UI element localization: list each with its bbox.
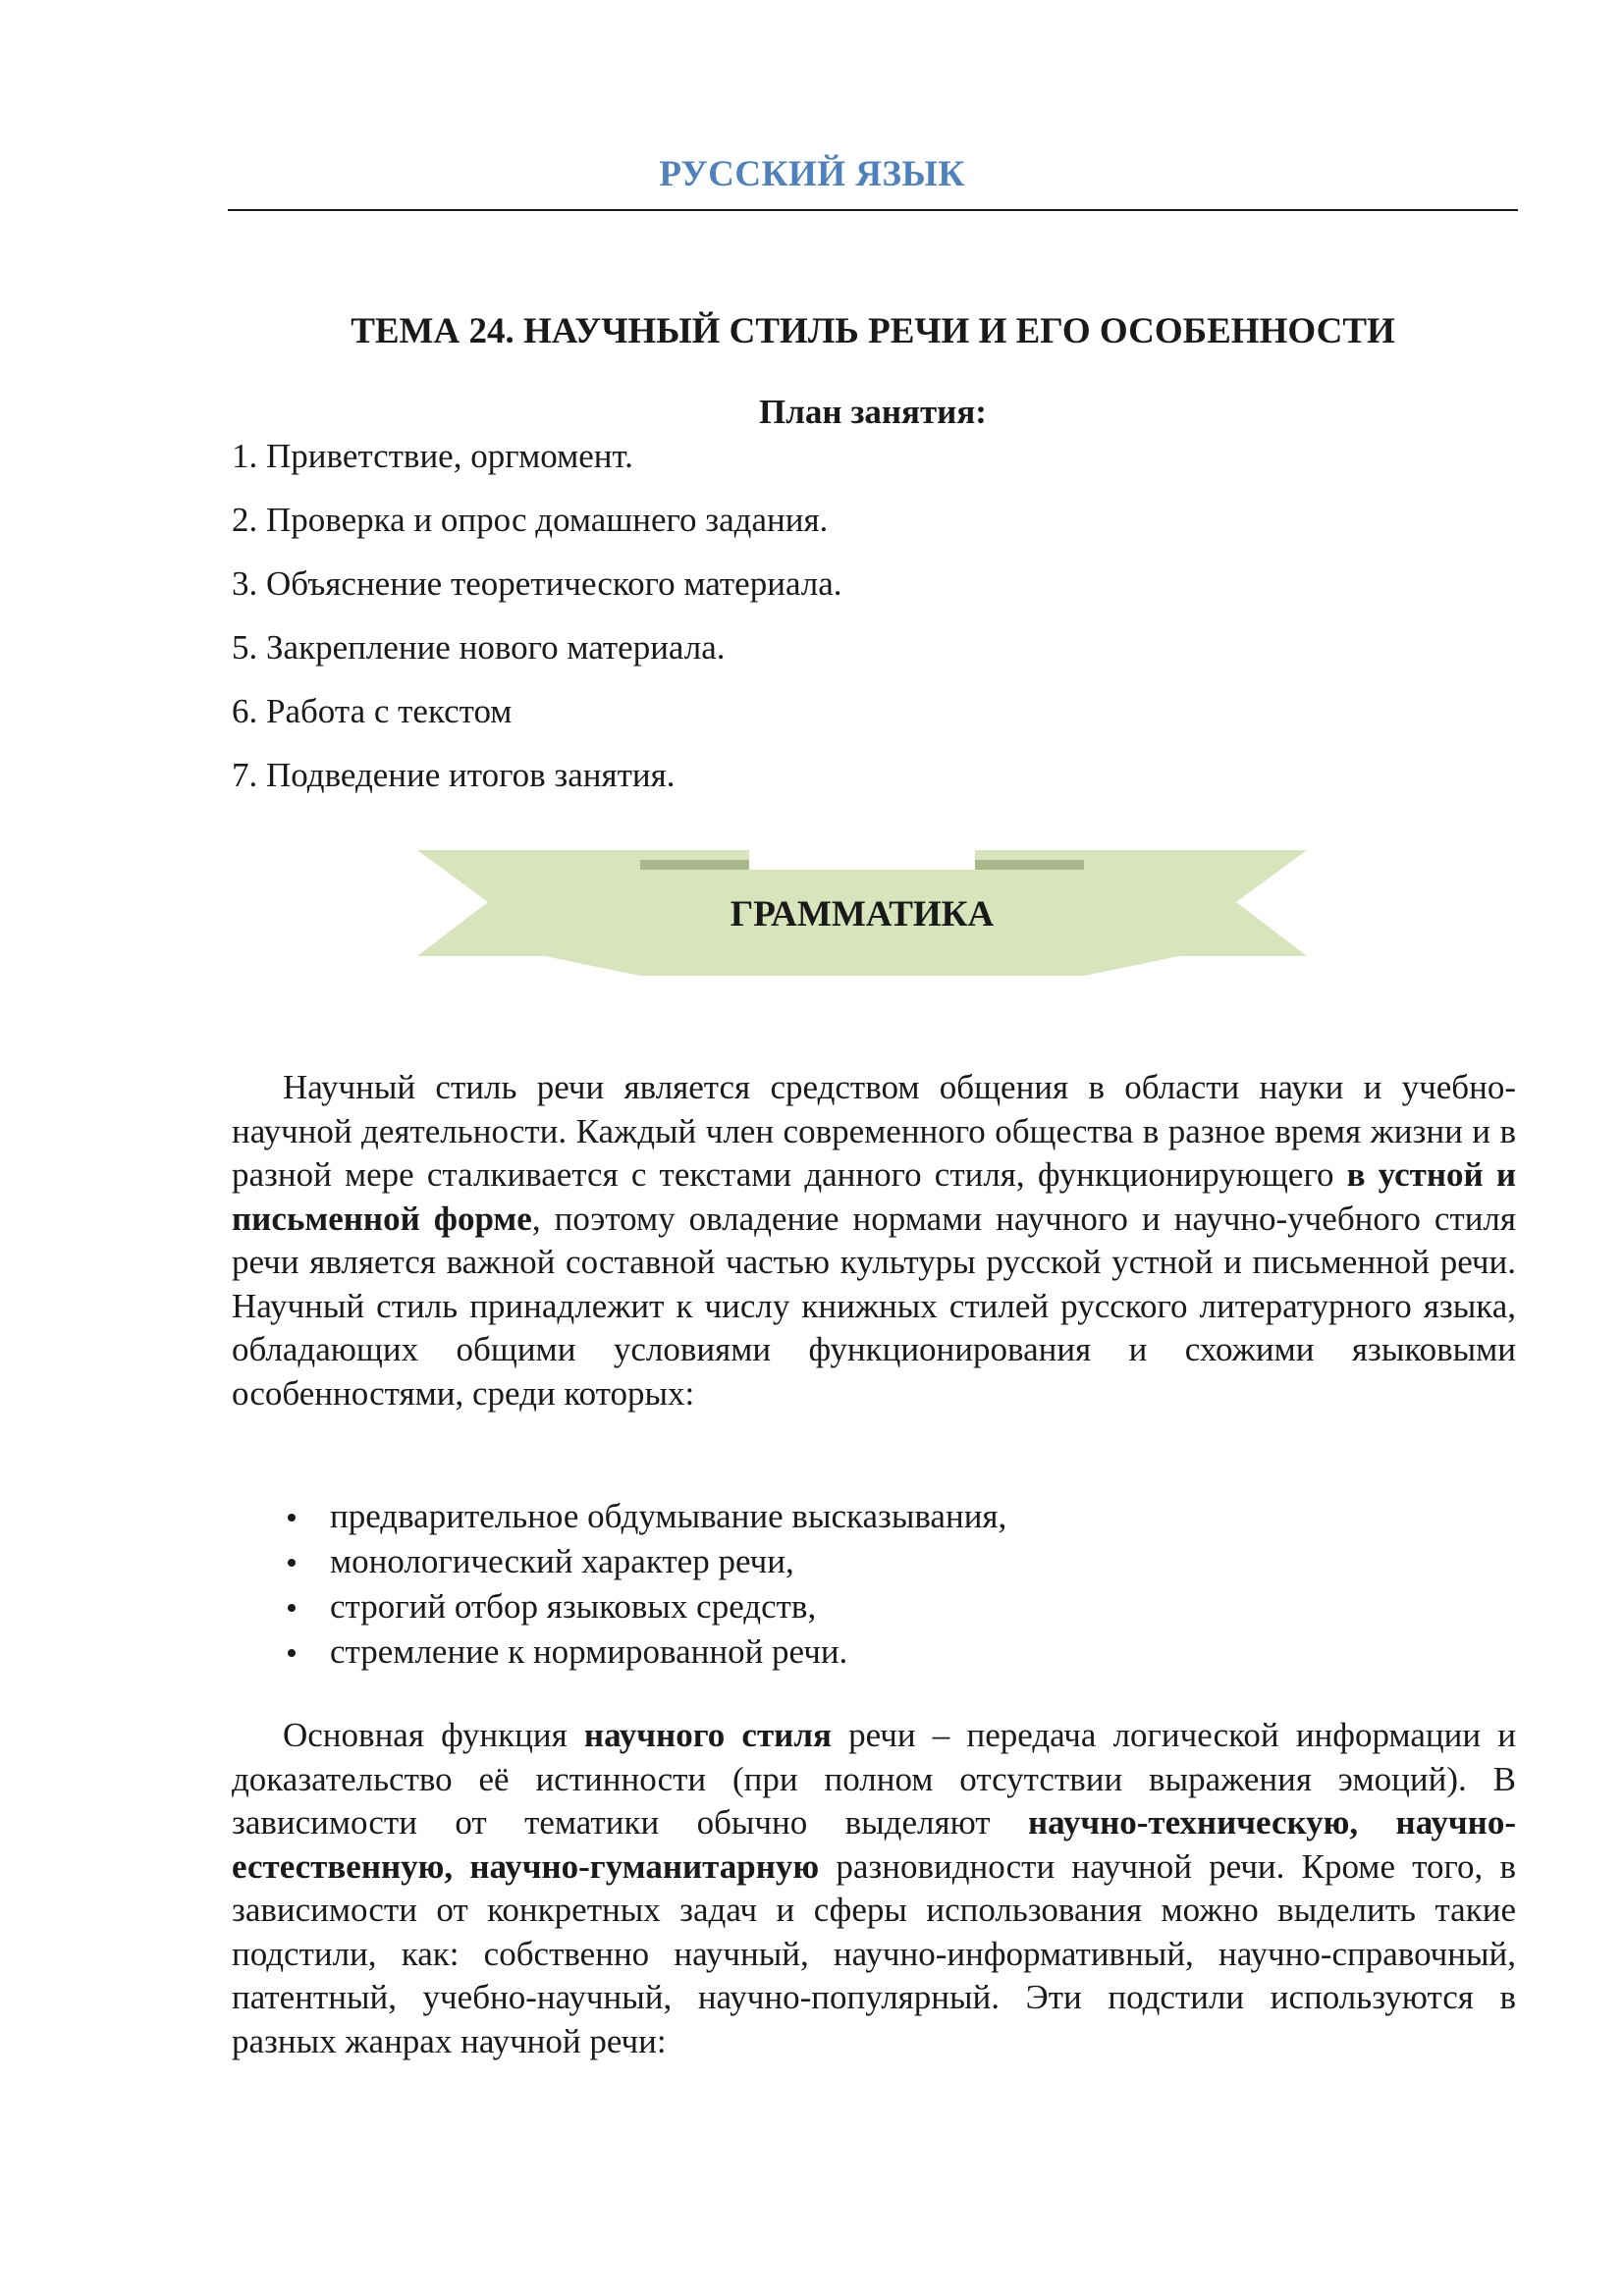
list-item (232, 1542, 1516, 1587)
bullet-icon (288, 1559, 296, 1567)
paragraph-text: речи – передача логической информации и доказательство её истинности (при полном отсутствии выражения эмоций). В зависимости от тематики обычно выделяют (232, 1716, 1516, 1842)
paragraph-function (232, 1714, 1516, 2063)
bullet-icon (288, 1514, 296, 1522)
list-item (232, 1587, 1516, 1632)
header-rule (228, 209, 1518, 211)
paragraph-text: Научный стиль речи является средством общения в области науки и учебно-научной деятельности. Каждый член современного общества в разное время жизни и в разной мере сталкивается с текстами данного стиля, функционирующего (232, 1068, 1516, 1194)
paragraph-emphasis: научного стиля (583, 1716, 832, 1754)
list-item (232, 1632, 1516, 1678)
list-item (232, 1497, 1516, 1542)
banner-fold-right (975, 860, 1084, 870)
plan-heading: План занятия: (759, 393, 987, 431)
running-header: РУССКИЙ ЯЗЫК (659, 154, 965, 194)
topic-title: ТЕМА 24. НАУЧНЫЙ СТИЛЬ РЕЧИ И ЕГО ОСОБЕННОСТИ (351, 311, 1395, 351)
paragraph-emphasis: в устной и письменной форме (232, 1155, 1516, 1238)
plan-item: 2. Проверка и опрос домашнего задания. (232, 501, 829, 539)
features-list (232, 1497, 1516, 1678)
paragraph-text: Основная функция (283, 1716, 584, 1754)
banner-label: ГРАММАТИКА (730, 894, 995, 934)
bullet-icon (288, 1649, 296, 1657)
lesson-plan-list (232, 437, 842, 820)
list-item-text: стремление к нормированной речи. (330, 1632, 848, 1671)
paragraph-emphasis: научно-техническую, научно-естественную, научно-гуманитарную (232, 1803, 1516, 1886)
bullet-icon (288, 1604, 296, 1612)
paragraph-text: разновидности научной речи. Кроме того, в зависимости от конкретных задач и сферы использования можно выделить такие подстили, как: собственно научный, научно-информативный, научно-справочный, патентный, учебно-научный, научно-популярный. Эти подстили используются в разных жанрах научной речи: (232, 1846, 1517, 2060)
list-item-text: предварительное обдумывание высказывания, (330, 1497, 1007, 1535)
paragraph-text: , поэтому овладение нормами научного и научно-учебного стиля речи является важной составной частью культуры русской устной и письменной речи. Научный стиль принадлежит к числу книжных стилей русского литературного языка, обладающих общими условиями функционирования и схожими языковыми особенностями, среди которых: (232, 1199, 1516, 1413)
banner-fold-left (640, 860, 749, 870)
plan-item: 6. Работа с текстом (232, 692, 513, 730)
plan-item: 5. Закрепление нового материала. (232, 628, 726, 667)
plan-item: 7. Подведение итогов занятия. (232, 756, 676, 794)
paragraph-intro (232, 1066, 1516, 1415)
list-item-text: монологический характер речи, (330, 1542, 794, 1580)
plan-item: 1. Приветствие, оргмомент. (232, 437, 633, 475)
plan-item: 3. Объяснение теоретического материала. (232, 564, 842, 603)
list-item-text: строгий отбор языковых средств, (330, 1587, 817, 1626)
